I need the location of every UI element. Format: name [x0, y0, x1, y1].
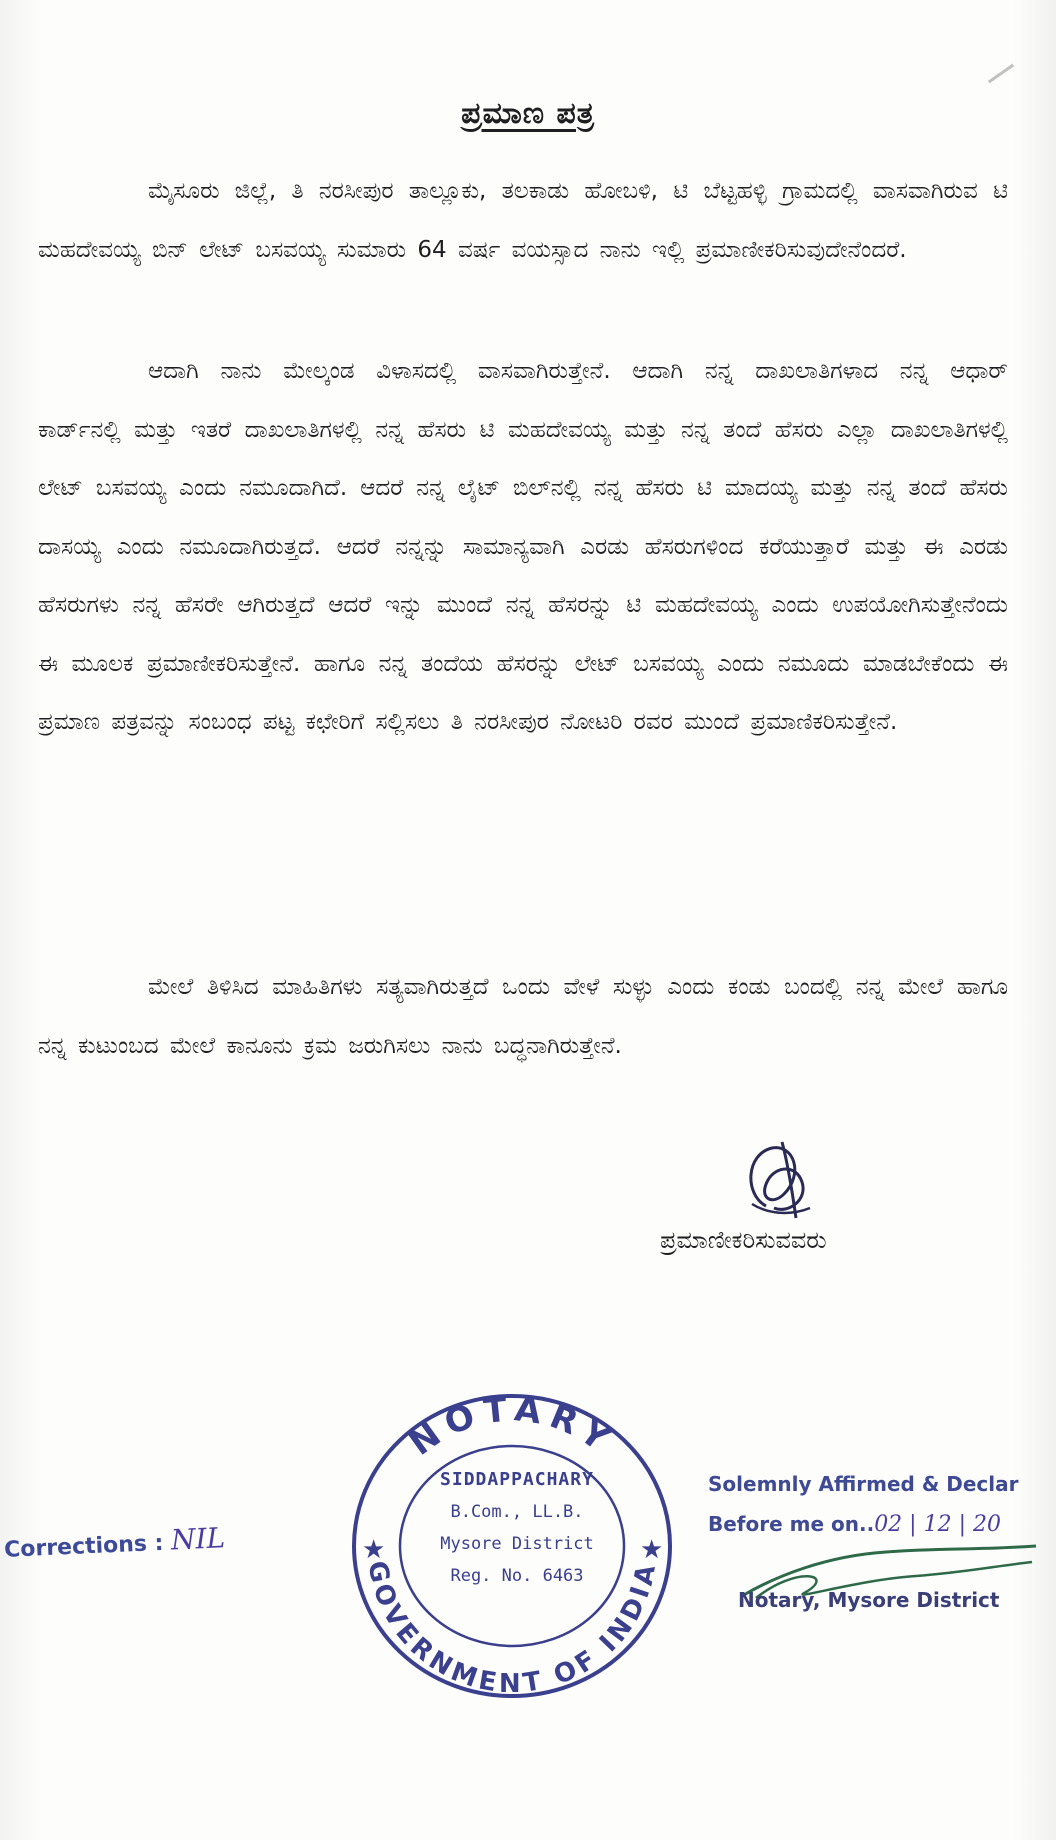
seal-inner-text [412, 1464, 622, 1592]
document-title [0, 96, 1056, 131]
attestation-prefix: Before me on.. [708, 1512, 875, 1536]
corrections-value: NIL [170, 1521, 226, 1557]
edge-scratch [988, 64, 1014, 84]
corrections-line [3, 1521, 225, 1564]
signer-label: ಪ್ರಮಾಣೀಕರಿಸುವವರು [660, 1226, 827, 1254]
svg-text:NOTARY [402, 1389, 622, 1464]
paragraph-1-text: ಮೈಸೂರು ಜಿಲ್ಲೆ, ತಿ ನರಸೀಪುರ ತಾಲ್ಲೂಕು, ತಲಕಾಡು ಹೋಬಳಿ, ಟಿ ಬೆಟ್ಟಹಳ್ಳಿ ಗ್ರಾಮದಲ್ಲಿ ವಾಸವಾಗಿರುವ ಟಿ ಮಹದೇವಯ್ಯ ಬಿನ್ ಲೇಟ್ ಬಸವಯ್ಯ ಸುಮಾರು 64 ವರ್ಷ ವಯಸ್ಸಾದ ನಾನು ಇಲ್ಲಿ ಪ್ರಮಾಣೀಕರಿಸುವುದೇನೆಂದರೆ. [38, 178, 1008, 263]
seal-top-text: NOTARY [401, 1389, 623, 1464]
paragraph-3-text: ಮೇಲೆ ತಿಳಿಸಿದ ಮಾಹಿತಿಗಳು ಸತ್ಯವಾಗಿರುತ್ತದೆ ಒಂದು ವೇಳೆ ಸುಳ್ಳು ಎಂದು ಕಂಡು ಬಂದಲ್ಲಿ ನನ್ನ ಮೇಲೆ ಹಾಗೂ ನನ್ನ ಕುಟುಂಬದ ಮೇಲೆ ಕಾನೂನು ಕ್ರಮ ಜರುಗಿಸಲು ನಾನು ಬದ್ಧನಾಗಿರುತ್ತೇನೆ. [38, 974, 1008, 1059]
signer-block [660, 1134, 1056, 1264]
seal-bottom-text: GOVERNMENT OF INDIA [361, 1558, 663, 1700]
signature-icon [738, 1134, 818, 1229]
attestation-stamp [708, 1464, 1056, 1545]
seal-name: SIDDAPPACHARY [440, 1469, 594, 1490]
seal-district: Mysore District [440, 1534, 594, 1554]
attestation-date: 02 | 12 | 20 [874, 1512, 1001, 1537]
seal-reg: Reg. No. 6463 [450, 1566, 584, 1586]
seal-qualification: B.Com., LL.B. [450, 1502, 584, 1522]
seal-star-right: ★ [640, 1535, 664, 1565]
document-title-text: ಪ್ರಮಾಣ ಪತ್ರ [461, 96, 595, 131]
paragraph-3 [38, 958, 1008, 1075]
paragraph-1 [38, 162, 1008, 279]
attestation-line-1: Solemnly Affirmed & Declar [708, 1472, 1019, 1496]
seal-star-left: ★ [362, 1535, 386, 1565]
paragraph-2 [38, 342, 1008, 752]
paragraph-2-text: ಆದಾಗಿ ನಾನು ಮೇಲ್ಕಂಡ ವಿಳಾಸದಲ್ಲಿ ವಾಸವಾಗಿರುತ್ತೇನೆ. ಆದಾಗಿ ನನ್ನ ದಾಖಲಾತಿಗಳಾದ ನನ್ನ ಆಧಾರ್ ಕಾರ್ಡ್‌ನಲ್ಲಿ ಮತ್ತು ಇತರೆ ದಾಖಲಾತಿಗಳಲ್ಲಿ ನನ್ನ ಹೆಸರು ಟಿ ಮಹದೇವಯ್ಯ ಮತ್ತು ನನ್ನ ತಂದೆ ಹೆಸರು ಎಲ್ಲಾ ದಾಖಲಾತಿಗಳಲ್ಲಿ ಲೇಟ್ ಬಸವಯ್ಯ ಎಂದು ನಮೂದಾಗಿದೆ. ಆದರೆ ನನ್ನ ಲೈಟ್ ಬಿಲ್‌ನಲ್ಲಿ ನನ್ನ ಹೆಸರು ಟಿ ಮಾದಯ್ಯ ಮತ್ತು ನನ್ನ ತಂದೆ ಹೆಸರು ದಾಸಯ್ಯ ಎಂದು ನಮೂದಾಗಿರುತ್ತದೆ. ಆದರೆ ನನ್ನನ್ನು ಸಾಮಾನ್ಯವಾಗಿ ಎರಡು ಹೆಸರುಗಳಿಂದ ಕರೆಯುತ್ತಾರೆ ಮತ್ತು ಈ ಎರಡು ಹೆಸರುಗಳು ನನ್ನ ಹೆಸರೇ ಆಗಿರುತ್ತದೆ ಆದರೆ ಇನ್ನು ಮುಂದೆ ನನ್ನ ಹೆಸರನ್ನು ಟಿ ಮಹದೇವಯ್ಯ ಎಂದು ಉಪಯೋಗಿಸುತ್ತೇನೆಂದು ಈ ಮೂಲಕ ಪ್ರಮಾಣೀಕರಿಸುತ್ತೇನೆ. ಹಾಗೂ ನನ್ನ ತಂದೆಯ ಹೆಸರನ್ನು ಲೇಟ್ ಬಸವಯ್ಯ ಎಂದು ನಮೂದು ಮಾಡಬೇಕೆಂದು ಈ ಪ್ರಮಾಣ ಪತ್ರವನ್ನು ಸಂಬಂಧ ಪಟ್ಟ ಕಛೇರಿಗೆ ಸಲ್ಲಿಸಲು ತಿ ನರಸೀಪುರ ನೋಟರಿ ರವರ ಮುಂದೆ ಪ್ರಮಾಣಿಕರಿಸುತ್ತೇನೆ. [38, 358, 1008, 735]
corrections-label: Corrections : [3, 1530, 164, 1563]
notary-designation: Notary, Mysore District [738, 1588, 1000, 1612]
